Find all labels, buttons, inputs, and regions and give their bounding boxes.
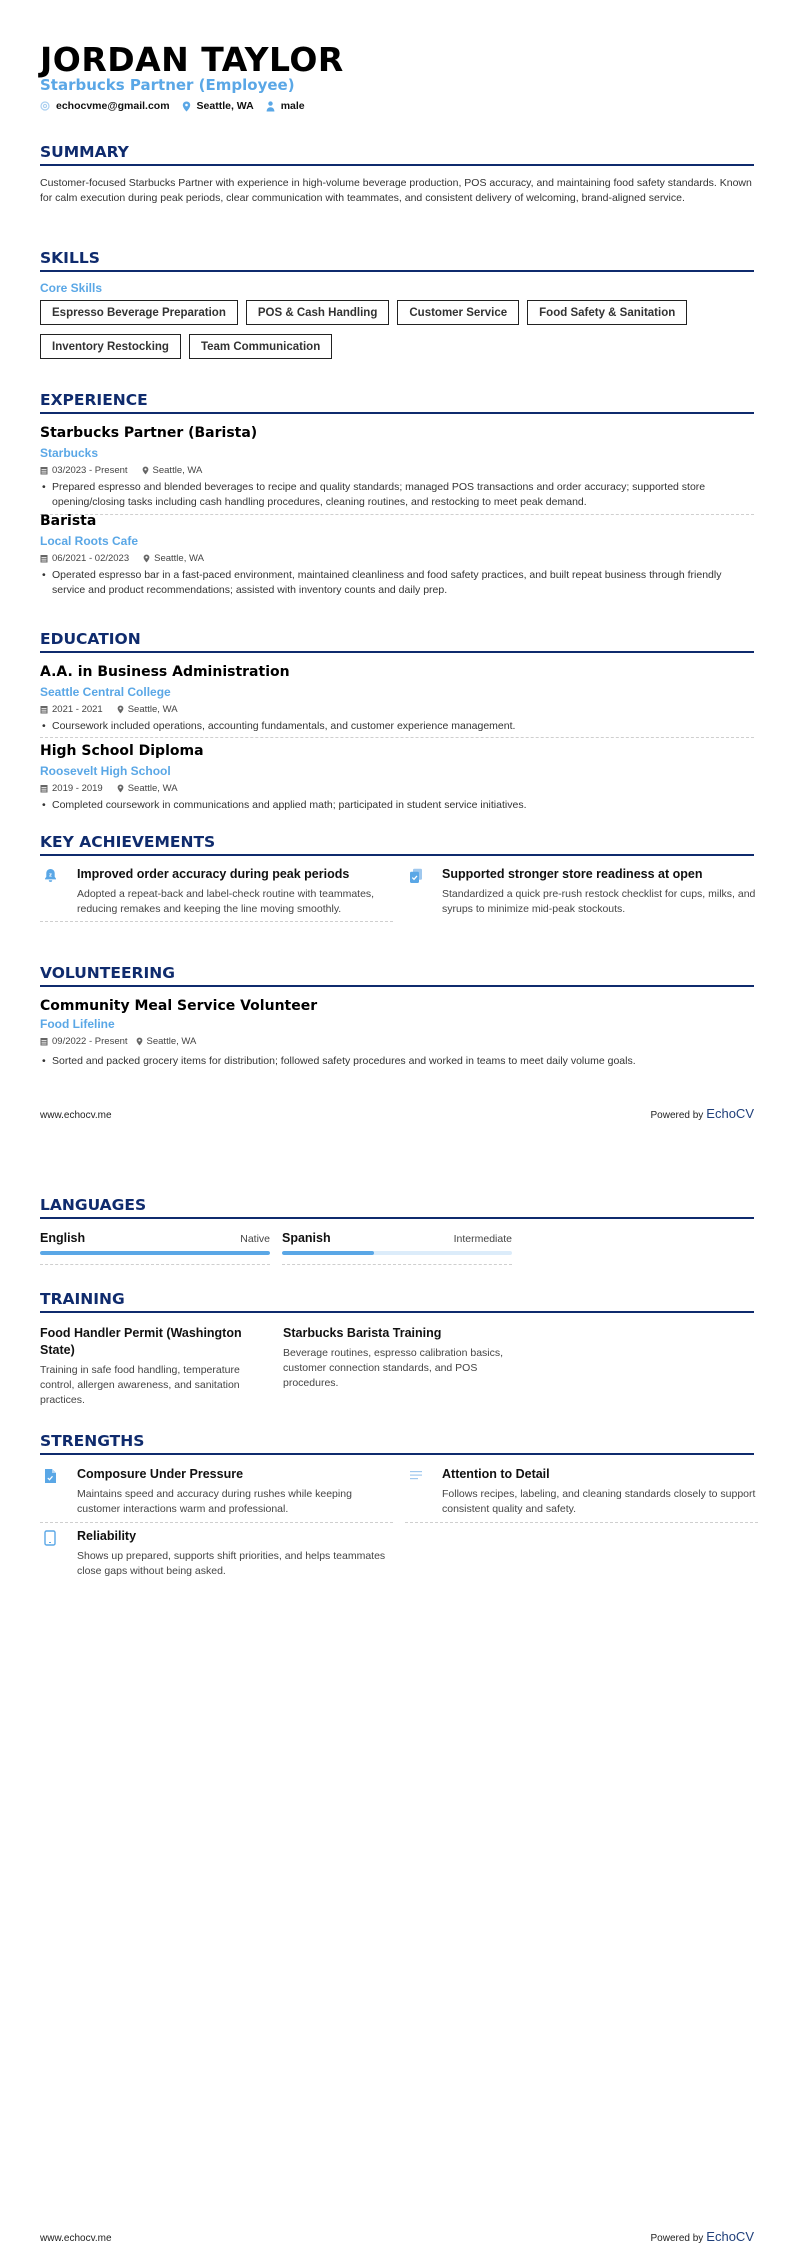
achievement-desc: Adopted a repeat-back and label-check routine with teammates, reducing remakes and keeping the line moving smoothly. [77, 888, 375, 915]
volunteering-heading: VOLUNTEERING [40, 964, 754, 987]
training-desc: Training in safe food handling, temperature control, allergen awareness, and sanitation practices. [40, 1364, 240, 1406]
achievement-title: Supported stronger store readiness at open [442, 867, 703, 881]
location-pin-icon [136, 1037, 143, 1046]
strength-desc: Shows up prepared, supports shift priorities, and helps teammates close gaps without being asked. [77, 1550, 386, 1577]
tablet-icon [44, 1530, 56, 1551]
languages-heading: LANGUAGES [40, 1196, 754, 1219]
entry-meta [40, 552, 754, 565]
person-icon [266, 101, 275, 112]
language-name: Spanish [282, 1231, 331, 1245]
skill-chip: Food Safety & Sanitation [527, 300, 687, 325]
entry-bullet: • Coursework included operations, accounting fundamentals, and customer experience management. [40, 719, 754, 734]
contact-gender [266, 100, 305, 112]
svg-text:z: z [49, 872, 52, 879]
footer-powered [650, 2229, 754, 2244]
strength-item [40, 1528, 393, 1579]
strength-item [40, 1466, 393, 1523]
contact-email[interactable] [40, 100, 170, 112]
entry-location: Seattle, WA [127, 704, 178, 715]
entry-meta [40, 782, 754, 795]
footer-brand[interactable]: EchoCV [706, 2229, 754, 2244]
calendar-icon [40, 466, 48, 475]
language-proficiency-bar [282, 1251, 512, 1255]
job-title: Starbucks Partner (Barista) [40, 425, 258, 441]
language-name: English [40, 1231, 86, 1245]
strength-desc: Follows recipes, labeling, and cleaning standards closely to support consistent quality and safety. [442, 1488, 756, 1515]
entry-dates: 09/2022 - Present [52, 1036, 128, 1047]
powered-by-text: Powered by [650, 2233, 704, 2244]
location-pin-icon [182, 101, 191, 112]
achievement-desc: Standardized a quick pre-rush restock checklist for cups, milks, and syrups to minimize mid-peak stockouts. [442, 888, 756, 915]
language-item [282, 1231, 512, 1265]
training-item [283, 1325, 513, 1391]
experience-heading: EXPERIENCE [40, 391, 754, 414]
location-pin-icon [117, 705, 124, 714]
calendar-icon [40, 554, 48, 563]
contact-location [182, 100, 254, 112]
calendar-icon [40, 784, 48, 793]
entry-location: Seattle, WA [127, 783, 178, 794]
entry-dates: 03/2023 - Present [52, 465, 128, 476]
skill-chip: Inventory Restocking [40, 334, 181, 359]
achievement-item [40, 866, 393, 922]
skill-chip: POS & Cash Handling [246, 300, 390, 325]
entry-bullet: • Operated espresso bar in a fast-paced environment, maintained cleanliness and food safety practices, and built repeat business through friendly service and product recommendations; assisted with inventory counts and daily prep. [40, 568, 754, 598]
footer-brand[interactable]: EchoCV [706, 1106, 754, 1121]
entry-location: Seattle, WA [146, 1036, 197, 1047]
job-title: Barista [40, 513, 97, 529]
training-heading: TRAINING [40, 1290, 754, 1313]
role-title: Community Meal Service Volunteer [40, 998, 318, 1014]
page-footer [40, 2229, 754, 2244]
entry-meta [40, 703, 754, 716]
contact-gender-text: male [280, 100, 305, 112]
contact-info [40, 100, 305, 112]
education-heading: EDUCATION [40, 630, 754, 653]
entry-bullet: • Sorted and packed grocery items for distribution; followed safety procedures and worked in teams to meet daily volume goals. [40, 1054, 754, 1069]
strength-title: Attention to Detail [442, 1467, 550, 1481]
page-footer [40, 1106, 754, 1121]
entry-bullet: • Completed coursework in communications and applied math; participated in student service initiatives. [40, 798, 754, 813]
education-entry [40, 663, 754, 738]
skills-group-label: Core Skills [40, 281, 103, 295]
at-icon [40, 101, 50, 111]
location-pin-icon [142, 466, 149, 475]
candidate-name: JORDAN TAYLOR [40, 40, 344, 79]
language-level: Intermediate [453, 1233, 512, 1245]
candidate-title: Starbucks Partner (Employee) [40, 76, 295, 94]
skill-chip: Espresso Beverage Preparation [40, 300, 238, 325]
skills-heading: SKILLS [40, 249, 754, 272]
volunteering-entry [40, 997, 754, 1069]
powered-by-text: Powered by [650, 1110, 704, 1121]
entry-dates: 2019 - 2019 [52, 783, 103, 794]
training-title: Starbucks Barista Training [283, 1326, 442, 1340]
strength-title: Reliability [77, 1529, 137, 1543]
footer-powered [650, 1106, 754, 1121]
experience-entry [40, 512, 754, 598]
calendar-icon [40, 705, 48, 714]
training-item [40, 1325, 270, 1408]
degree-title: A.A. in Business Administration [40, 664, 290, 680]
training-title: Food Handler Permit (Washington State) [40, 1326, 242, 1357]
summary-heading: SUMMARY [40, 143, 754, 166]
experience-entry [40, 424, 754, 515]
summary-text: Customer-focused Starbucks Partner with experience in high-volume beverage production, POS accuracy, and maintaining food safety standards. Known for calm execution during peak periods, clear communication with teammates, and consistent delivery of welcoming, brand-aligned service. [40, 177, 752, 204]
location-pin-icon [117, 784, 124, 793]
entry-dates: 06/2021 - 02/2023 [52, 553, 130, 564]
training-desc: Beverage routines, espresso calibration basics, customer connection standards, and POS procedures. [283, 1347, 504, 1389]
bell-icon [44, 868, 57, 888]
footer-url[interactable]: www.echocv.me [40, 2233, 112, 2244]
entry-location: Seattle, WA [154, 553, 204, 564]
strength-desc: Maintains speed and accuracy during rushes while keeping customer interactions warm and professional. [77, 1488, 352, 1515]
achievement-item [405, 866, 758, 917]
school-name: Seattle Central College [40, 685, 171, 699]
entry-meta [40, 464, 754, 477]
skill-chip: Team Communication [189, 334, 332, 359]
company-name: Local Roots Cafe [40, 534, 139, 548]
achievement-title: Improved order accuracy during peak periods [77, 867, 350, 881]
entry-location: Seattle, WA [152, 465, 203, 476]
contact-location-text: Seattle, WA [196, 100, 254, 112]
language-proficiency-fill [40, 1251, 270, 1255]
school-name: Roosevelt High School [40, 764, 171, 778]
align-lines-icon [409, 1468, 423, 1487]
language-level: Native [240, 1233, 270, 1245]
language-proficiency-fill [282, 1251, 374, 1255]
language-proficiency-bar [40, 1251, 270, 1255]
strengths-heading: STRENGTHS [40, 1432, 754, 1455]
file-check-icon [44, 1468, 57, 1489]
entry-dates: 2021 - 2021 [52, 704, 103, 715]
skill-chip: Customer Service [397, 300, 519, 325]
education-entry [40, 742, 754, 813]
footer-url[interactable]: www.echocv.me [40, 1110, 112, 1121]
company-name: Starbucks [40, 446, 99, 460]
achievements-heading: KEY ACHIEVEMENTS [40, 833, 754, 856]
strength-item [405, 1466, 758, 1523]
organization-name: Food Lifeline [40, 1017, 115, 1031]
location-pin-icon [143, 554, 150, 563]
clipboard-check-icon [409, 868, 423, 889]
entry-meta [40, 1035, 754, 1048]
calendar-icon [40, 1037, 48, 1046]
entry-bullet: • Prepared espresso and blended beverages to recipe and quality standards; managed POS transactions and order accuracy; supported store opening/closing tasks including cash handling procedures, cleaning routines, and restocking to meet peak demand. [40, 480, 754, 510]
strength-title: Composure Under Pressure [77, 1467, 244, 1481]
language-item [40, 1231, 270, 1265]
contact-email-text: echocvme@gmail.com [56, 100, 170, 112]
skills-list [40, 300, 754, 359]
resume-page-2 [0, 1123, 794, 2246]
degree-title: High School Diploma [40, 743, 204, 759]
